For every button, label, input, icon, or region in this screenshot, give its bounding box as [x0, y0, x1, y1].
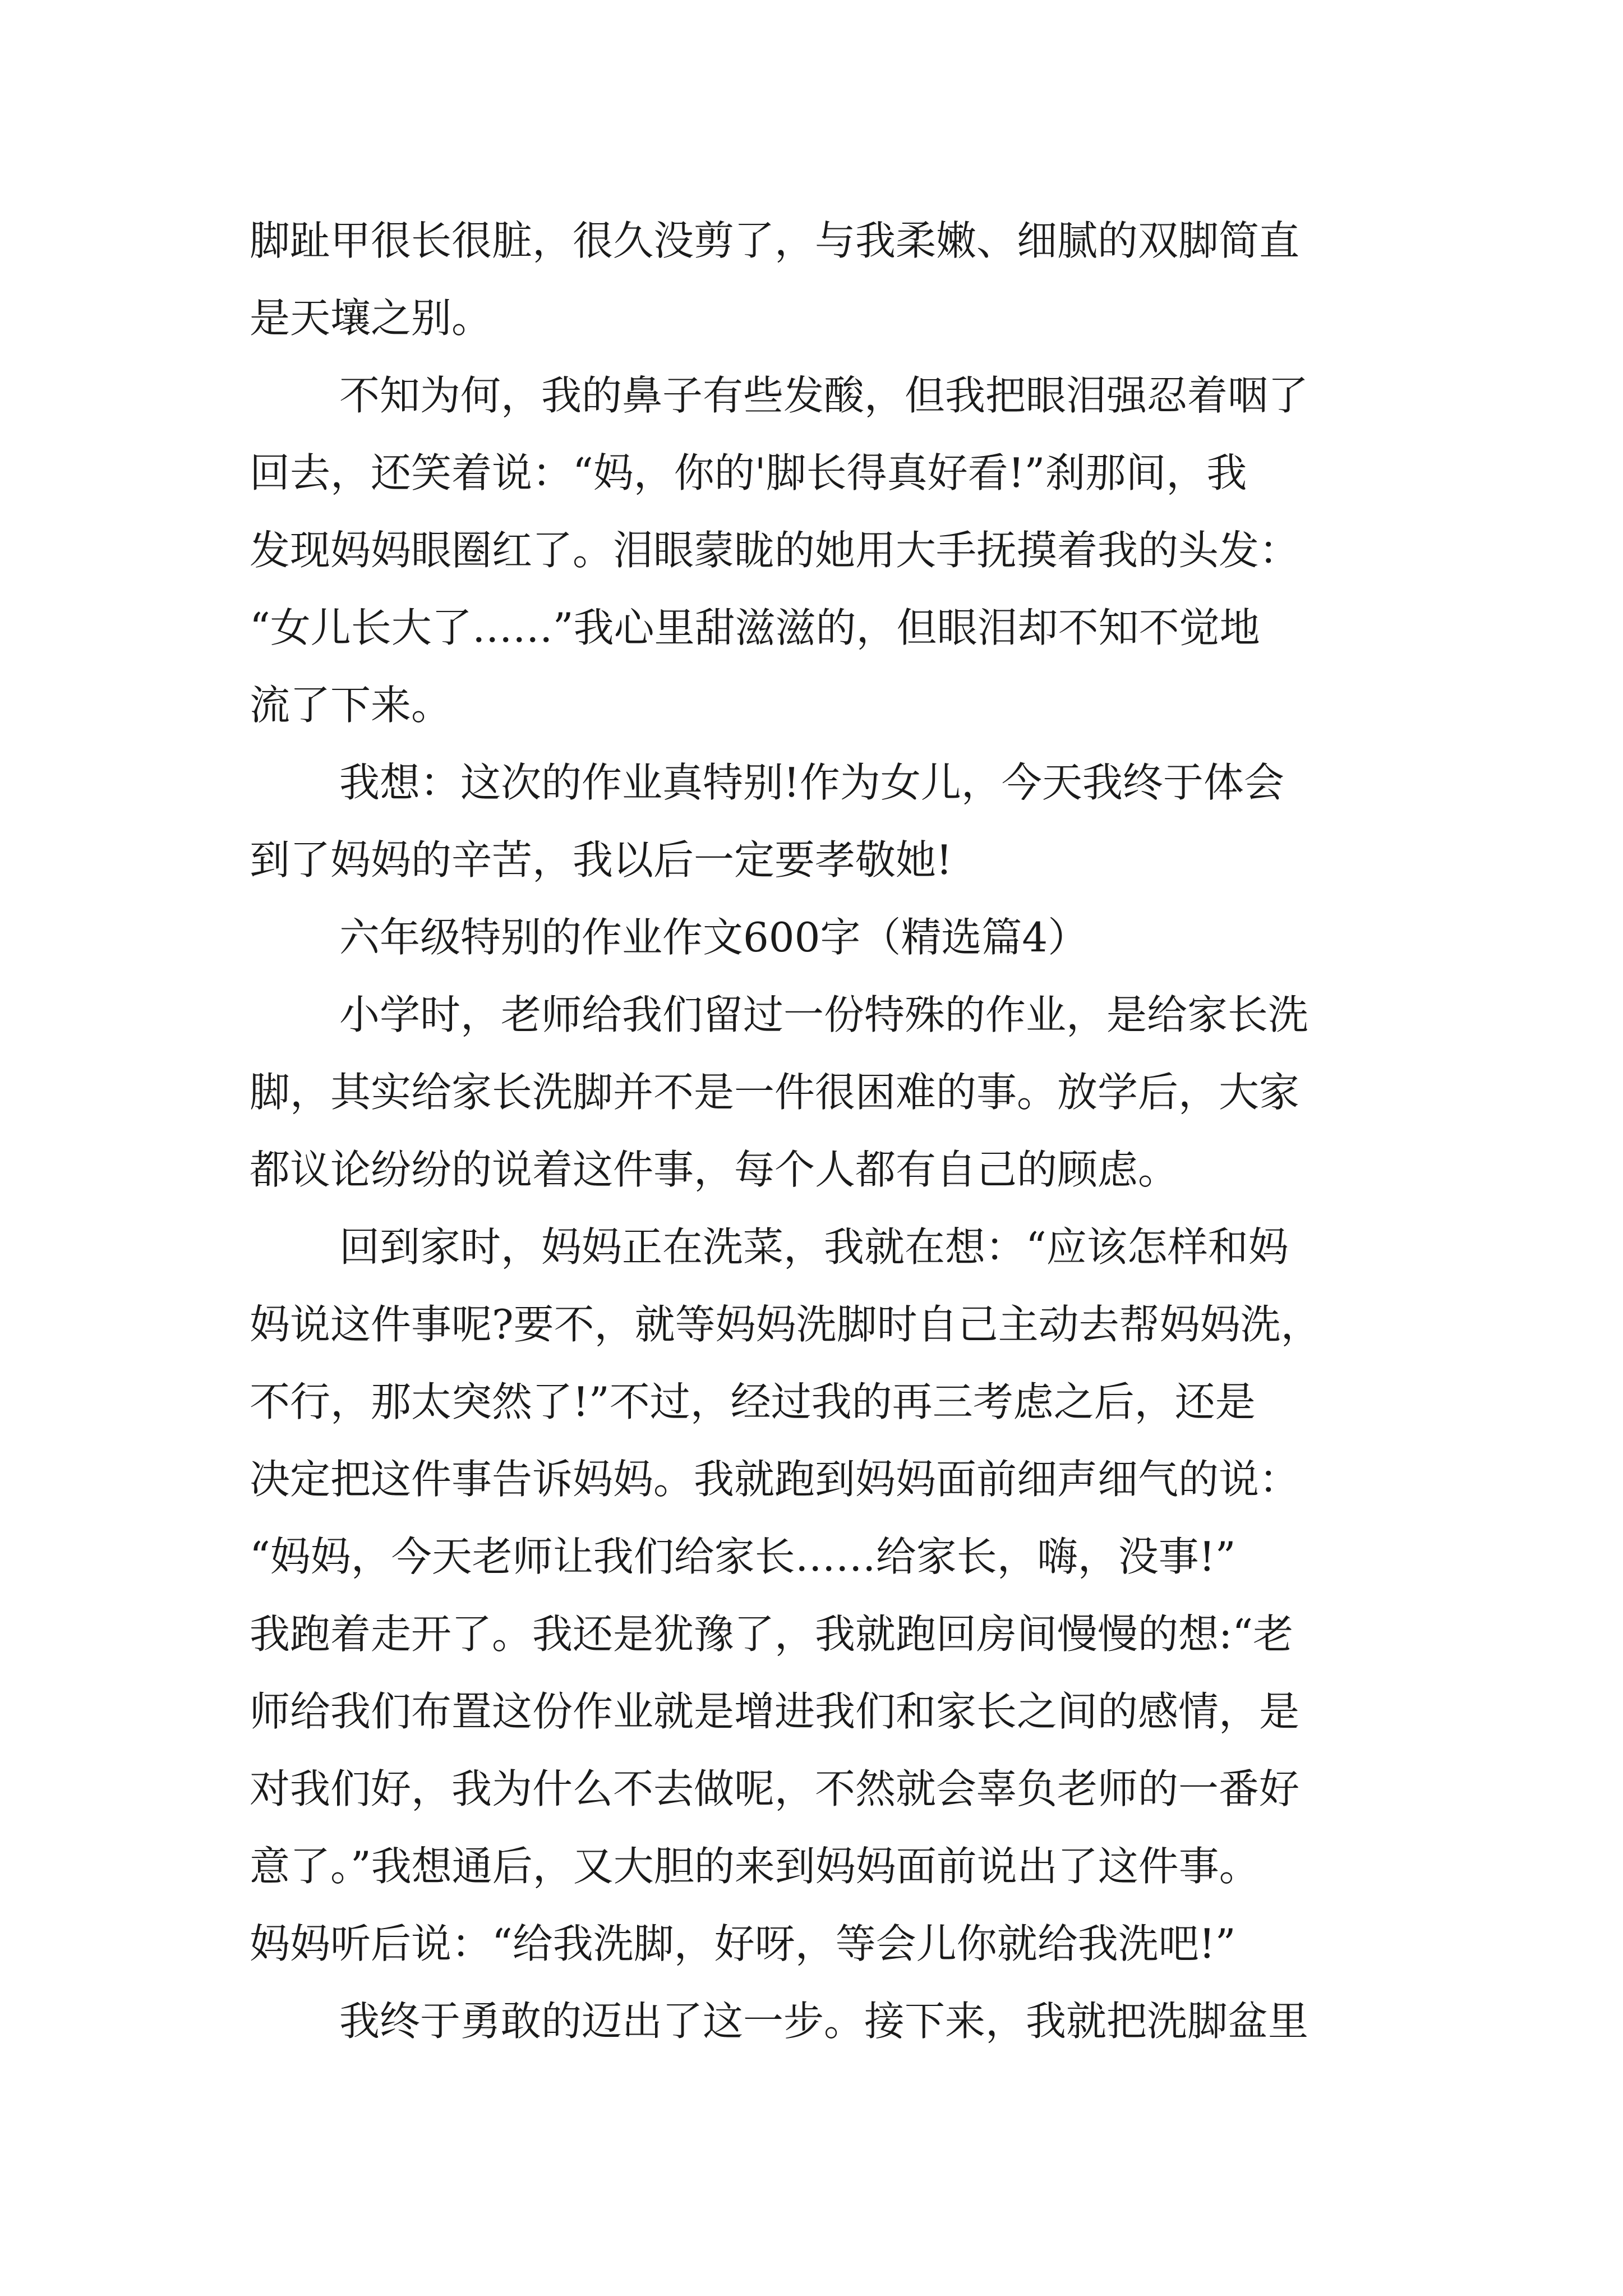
text-line: 回到家时，妈妈正在洗菜，我就在想：“应该怎样和妈 — [339, 1223, 1289, 1271]
text-line: 不知为何，我的鼻子有些发酸，但我把眼泪强忍着咽了 — [339, 372, 1309, 419]
text-line: 不行，那太突然了!”不过，经过我的再三考虑之后，还是 — [250, 1378, 1256, 1425]
text-line: 是天壤之别。 — [250, 295, 492, 342]
text-line: 决定把这件事告诉妈妈。我就跑到妈妈面前细声细气的说： — [250, 1456, 1300, 1503]
text-line: 到了妈妈的辛苦，我以后一定要孝敬她! — [250, 836, 952, 884]
text-line: 流了下来。 — [250, 682, 452, 729]
text-line: 都议论纷纷的说着这件事，每个人都有自己的顾虑。 — [250, 1146, 1179, 1193]
text-line: 脚趾甲很长很脏，很久没剪了，与我柔嫩、细腻的双脚简直 — [250, 217, 1300, 264]
text-line: 妈妈听后说：“给我洗脚，好呀，等会儿你就给我洗吧!” — [250, 1920, 1236, 1967]
text-line: 我终于勇敢的迈出了这一步。接下来，我就把洗脚盆里 — [339, 1998, 1309, 2045]
text-line: 妈说这件事呢?要不，就等妈妈洗脚时自己主动去帮妈妈洗， — [250, 1301, 1321, 1348]
text-line: 发现妈妈眼圈红了。泪眼蒙眬的她用大手抚摸着我的头发： — [250, 527, 1300, 574]
text-line: 脚，其实给家长洗脚并不是一件很困难的事。放学后，大家 — [250, 1069, 1300, 1116]
text-line: 回去，还笑着说：“妈，你的'脚长得真好看!”刹那间，我 — [250, 449, 1247, 496]
section-heading: 六年级特别的作业作文600字（精选篇4） — [339, 914, 1089, 961]
text-line: 意了。”我想通后，又大胆的来到妈妈面前说出了这件事。 — [250, 1843, 1260, 1890]
text-line: “女儿长大了……”我心里甜滋滋的，但眼泪却不知不觉地 — [250, 604, 1260, 651]
text-line: 我跑着走开了。我还是犹豫了，我就跑回房间慢慢的想:“老 — [250, 1611, 1294, 1658]
text-line: 我想：这次的作业真特别!作为女儿，今天我终于体会 — [339, 759, 1284, 806]
text-line: 师给我们布置这份作业就是增进我们和家长之间的感情，是 — [250, 1688, 1300, 1735]
body-text — [250, 202, 1377, 2060]
text-line: 对我们好，我为什么不去做呢，不然就会辜负老师的一番好 — [250, 1765, 1300, 1812]
text-line: “妈妈，今天老师让我们给家长……给家长，嗨，没事!” — [250, 1533, 1236, 1580]
text-line: 小学时，老师给我们留过一份特殊的作业，是给家长洗 — [339, 991, 1309, 1038]
